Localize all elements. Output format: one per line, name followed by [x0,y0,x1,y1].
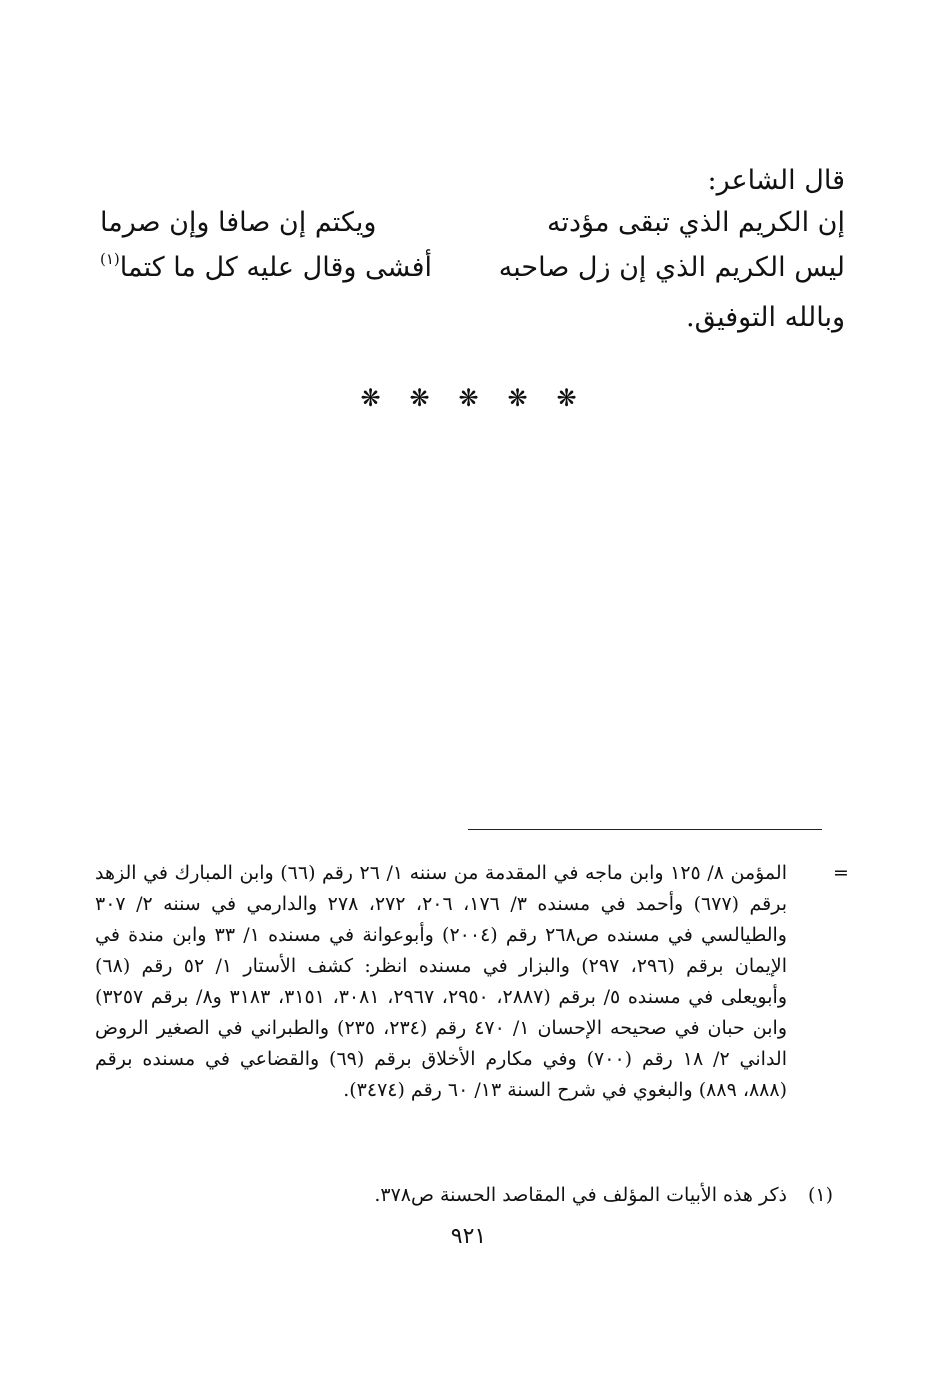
asterisk-ornament-icon: ❋ [409,384,430,412]
verse-second-hemistich [100,248,432,291]
verse-first-hemistich: ليس الكريم الذي إن زل صاحبه [498,252,845,283]
footnote-continued-text: المؤمن ٨/ ١٢٥ وابن ماجه في المقدمة من سننه ١/ ٢٦ رقم (٦٦) وابن المبارك في الزهد برقم (٦٧٧) وأحمد في مسنده ٣/ ١٧٦، ٢٠٦، ٢٧٢، ٢٧٨ والدارمي في سننه ٢/ ٣٠٧ والطيالسي في مسنده ص٢٦٨ رقم (٢٠٠٤) وأبوعوانة في مسنده ١/ ٣٣ وابن مندة في الإيمان برقم (٢٩٦، ٢٩٧) والبزار في مسنده انظر: كشف الأستار ١/ ٥٢ رقم (٦٨) وأبويعلى في مسنده ٥/ برقم (٢٨٨٧، ٢٩٥٠، ٢٩٦٧، ٣٠٨١، ٣١٥١، ٣١٨٣ و٨/ برقم ٣٢٥٧) وابن حبان في صحيحه الإحسان ١/ ٤٧٠ رقم (٢٣٤، ٢٣٥) والطبراني في الصغير الروض الداني ٢/ ١٨ رقم (٧٠٠) وفي مكارم الأخلاق برقم (٦٩) والقضاعي في مسنده برقم (٨٨٨، ٨٨٩) والبغوي في شرح السنة ١٣/ ٦٠ رقم (٣٤٧٤). [95,862,788,1101]
footnote-text: ذكر هذه الأبيات المؤلف في المقاصد الحسنة ص٣٧٨. [374,1184,787,1206]
asterisk-ornament-icon: ❋ [360,384,381,412]
footnote-number: (١) [807,1184,833,1206]
footnote-reference[interactable]: (١) [100,250,120,268]
page-number: ٩٢١ [450,1224,487,1249]
verse-line [100,203,845,243]
closing-line: وبالله التوفيق. [686,302,845,333]
verse-second-hemistich-text: أفشى وقال عليه كل ما كتما [119,252,432,283]
verse-first-hemistich: إن الكريم الذي تبقى مؤدته [547,207,845,238]
poet-intro: قال الشاعر: [707,165,845,196]
asterisk-ornament-icon: ❋ [556,384,577,412]
section-divider [0,383,937,413]
verse-second-hemistich: ويكتم إن صافا وإن صرما [100,207,377,238]
verse-line [100,248,845,288]
asterisk-ornament-icon: ❋ [507,384,528,412]
footnote-continuation-mark: = [833,862,849,884]
asterisk-ornament-icon: ❋ [458,384,479,412]
footnote-separator [468,829,822,830]
